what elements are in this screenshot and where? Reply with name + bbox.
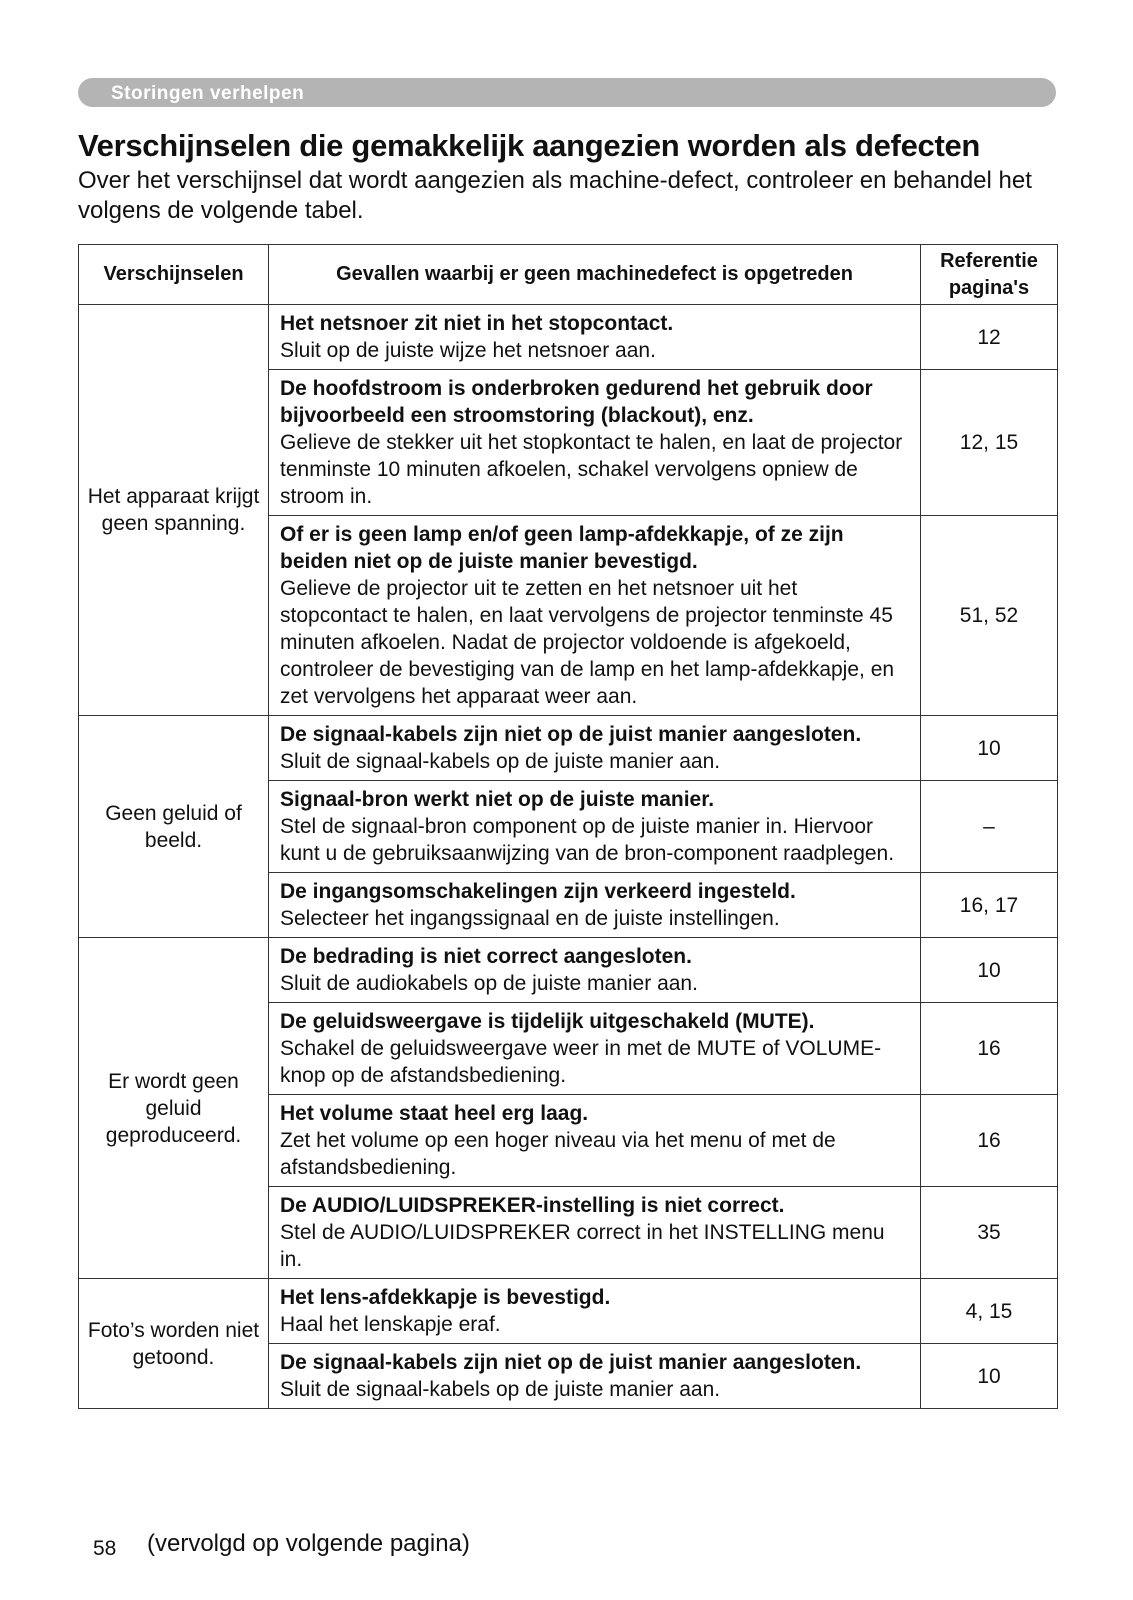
header-reference: [921, 245, 1058, 305]
case-title: Of er is geen lamp en/of geen lamp-afdekkapje, of ze zijn beiden niet op de juiste manier bevestigd.: [280, 523, 844, 573]
case-cell: [269, 781, 921, 873]
case-cell: [269, 370, 921, 516]
case-remedy: Gelieve de projector uit te zetten en het netsnoer uit het stopcontact te halen, en laat vervolgens de projector tenminste 45 minuten afkoelen. Nadat de projector voldoende is afgekoeld, controleer de bevestiging van de lamp en het lamp-afdekkapje, en zet vervolgens het apparaat weer aan.: [280, 577, 895, 708]
case-remedy: Stel de signaal-bron component op de juiste manier in. Hiervoor kunt u de gebruiksaanwijzing van de bron-component raadplegen.: [280, 815, 895, 865]
table-row: [79, 938, 1058, 1003]
case-cell: [269, 1344, 921, 1409]
header-reference-line1: Referentie: [940, 249, 1038, 272]
header-cases: Gevallen waarbij er geen machinedefect is opgetreden: [269, 245, 921, 305]
case-cell: [269, 938, 921, 1003]
header-reference-line2: pagina's: [948, 276, 1030, 299]
intro-text: Over het verschijnsel dat wordt aangezien als machine-defect, controleer en behandel het volgens de volgende tabel.: [78, 167, 1032, 224]
table-row: [79, 1279, 1058, 1344]
case-remedy: Schakel de geluidsweergave weer in met de MUTE of VOLUME-knop op de afstandsbediening.: [280, 1037, 882, 1087]
page-number: 58: [93, 1537, 117, 1560]
case-title: De ingangsomschakelingen zijn verkeerd ingesteld.: [280, 880, 796, 903]
continued-note: (vervolgd op volgende pagina): [147, 1530, 470, 1557]
case-cell: [269, 1187, 921, 1279]
case-title: De signaal-kabels zijn niet op de juist manier aangesloten.: [280, 1351, 862, 1374]
reference-cell: 10: [921, 716, 1058, 781]
reference-cell: 10: [921, 938, 1058, 1003]
reference-cell: 16, 17: [921, 873, 1058, 938]
case-title: Het volume staat heel erg laag.: [280, 1102, 589, 1125]
reference-cell: 12: [921, 305, 1058, 370]
symptom-cell: Foto’s worden niet getoond.: [79, 1279, 269, 1409]
case-cell: [269, 1279, 921, 1344]
case-title: De AUDIO/LUIDSPREKER-instelling is niet correct.: [280, 1194, 785, 1217]
symptom-cell: Er wordt geen geluid geproduceerd.: [79, 938, 269, 1279]
case-remedy: Sluit de signaal-kabels op de juiste manier aan.: [280, 750, 721, 773]
reference-cell: 12, 15: [921, 370, 1058, 516]
symptom-cell: Geen geluid of beeld.: [79, 716, 269, 938]
case-remedy: Sluit de signaal-kabels op de juiste manier aan.: [280, 1378, 721, 1401]
case-cell: [269, 516, 921, 716]
case-remedy: Selecteer het ingangssignaal en de juiste instellingen.: [280, 907, 780, 930]
troubleshooting-table: [78, 244, 1058, 1409]
table-row: [79, 305, 1058, 370]
case-cell: [269, 716, 921, 781]
case-title: Het lens-afdekkapje is bevestigd.: [280, 1286, 611, 1309]
table-row: [79, 716, 1058, 781]
case-title: De geluidsweergave is tijdelijk uitgeschakeld (MUTE).: [280, 1010, 815, 1033]
page-title: Verschijnselen die gemakkelijk aangezien worden als defecten: [78, 128, 981, 163]
reference-cell: 16: [921, 1095, 1058, 1187]
symptom-cell: Het apparaat krijgt geen spanning.: [79, 305, 269, 716]
case-remedy: Haal het lenskapje eraf.: [280, 1313, 501, 1336]
reference-cell: 10: [921, 1344, 1058, 1409]
case-title: De hoofdstroom is onderbroken gedurend het gebruik door bijvoorbeeld een stroomstoring (blackout), enz.: [280, 377, 873, 427]
table-header-row: [79, 245, 1058, 305]
case-title: De bedrading is niet correct aangesloten.: [280, 945, 692, 968]
case-remedy: Sluit op de juiste wijze het netsnoer aan.: [280, 339, 656, 362]
case-title: Het netsnoer zit niet in het stopcontact.: [280, 312, 674, 335]
case-remedy: Stel de AUDIO/LUIDSPREKER correct in het INSTELLING menu in.: [280, 1221, 885, 1271]
case-remedy: Gelieve de stekker uit het stopkontact te halen, en laat de projector tenminste 10 minuten afkoelen, schakel vervolgens opniew de stroom in.: [280, 431, 903, 508]
section-label: Storingen verhelpen: [111, 83, 305, 104]
reference-cell: 16: [921, 1003, 1058, 1095]
case-title: Signaal-bron werkt niet op de juiste manier.: [280, 788, 715, 811]
reference-cell: 51, 52: [921, 516, 1058, 716]
case-cell: [269, 305, 921, 370]
case-title: De signaal-kabels zijn niet op de juist manier aangesloten.: [280, 723, 862, 746]
reference-cell: 4, 15: [921, 1279, 1058, 1344]
case-cell: [269, 873, 921, 938]
case-cell: [269, 1095, 921, 1187]
reference-cell: –: [921, 781, 1058, 873]
case-cell: [269, 1003, 921, 1095]
header-symptom: Verschijnselen: [79, 245, 269, 305]
reference-cell: 35: [921, 1187, 1058, 1279]
case-remedy: Sluit de audiokabels op de juiste manier aan.: [280, 972, 698, 995]
section-header-bar: [78, 78, 1056, 107]
case-remedy: Zet het volume op een hoger niveau via het menu of met de afstandsbediening.: [280, 1129, 836, 1179]
